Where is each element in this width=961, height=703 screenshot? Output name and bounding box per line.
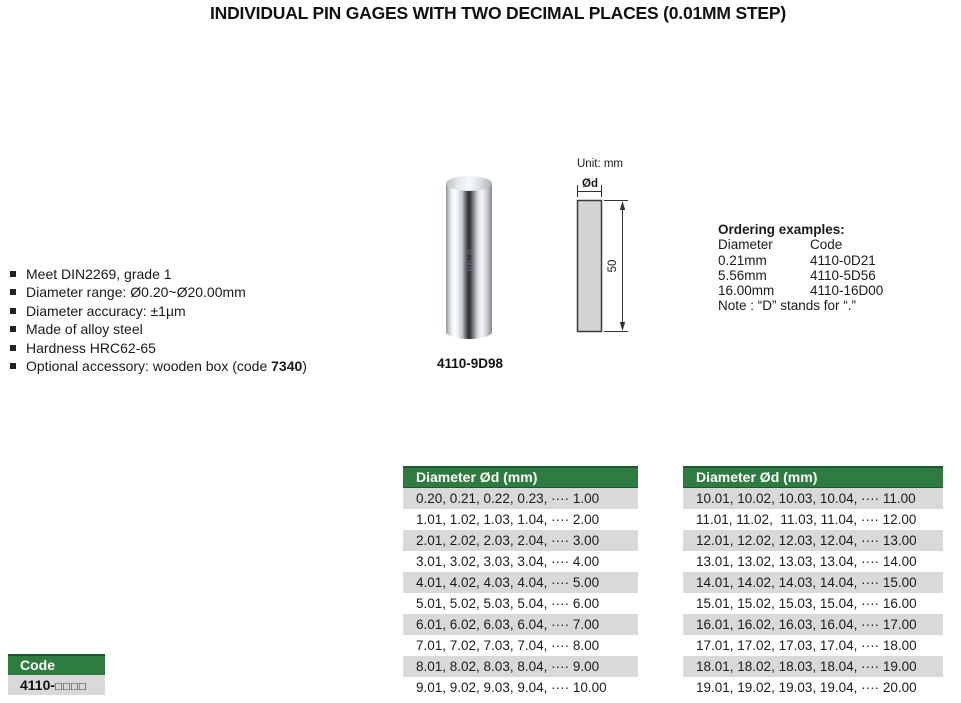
ordering-code: 4110-16D00 [810,283,884,299]
table-row: 16.01, 16.02, 16.03, 16.04, ···· 17.00 [683,614,943,635]
feature-text-suffix: ) [302,358,307,375]
pin-body [446,183,492,339]
table-row: 2.01, 2.02, 2.03, 2.04, ···· 3.00 [403,530,638,551]
ordering-col-code: Code [810,237,843,253]
table-row: 3.01, 3.02, 3.03, 3.04, ···· 4.00 [403,551,638,572]
dimension-drawing [566,153,644,341]
feature-item [8,265,368,283]
diameter-table-left [403,466,638,698]
arrow-up-icon [620,201,625,210]
square-bullet-icon [10,289,16,295]
feature-item [8,302,368,320]
diameter-table-right [683,466,943,698]
feature-item [8,320,368,338]
table-row: 9.01, 9.02, 9.03, 9.04, ···· 10.00 [403,677,638,698]
ordering-row [718,283,948,298]
square-bullet-icon [10,345,16,351]
feature-text: Diameter range: Ø0.20~Ø20.00mm [26,284,246,301]
pin-engraving: 9.98 [463,249,475,273]
pin-outline-rect [578,201,602,332]
feature-text: Hardness HRC62-65 [26,339,156,356]
table-row: 10.01, 10.02, 10.03, 10.04, ···· 11.00 [683,488,943,509]
ordering-diameter: 5.56mm [718,267,767,283]
table-row: 8.01, 8.02, 8.03, 8.04, ···· 9.00 [403,656,638,677]
ordering-diameter: 16.00mm [718,283,775,299]
ordering-examples [718,222,948,314]
code-box-header: Code [8,654,105,675]
ordering-row [718,268,948,283]
feature-list [8,265,368,375]
table-header: Diameter Ød (mm) [683,466,943,488]
ordering-code: 4110-0D21 [810,252,876,268]
square-bullet-icon [10,326,16,332]
feature-text-prefix: Optional accessory: wooden box (code [26,358,272,375]
ordering-row [718,253,948,268]
feature-text: Made of alloy steel [26,321,143,338]
code-prefix: 4110- [20,677,56,693]
ordering-note: Note : “D” stands for “.” [718,298,857,314]
table-row: 17.01, 17.02, 17.03, 17.04, ···· 18.00 [683,635,943,656]
ordering-column-headers [718,237,948,252]
length-dim-label: 50 [607,259,619,273]
pin-model-label: 4110-9D98 [436,356,504,371]
square-bullet-icon [10,363,16,369]
diameter-dim-label: Ød [582,178,598,190]
feature-item [8,283,368,301]
code-box-value [8,675,105,695]
table-row: 19.01, 19.02, 19.03, 19.04, ···· 20.00 [683,677,943,698]
table-header: Diameter Ød (mm) [403,466,638,488]
table-row: 14.01, 14.02, 14.03, 14.04, ···· 15.00 [683,572,943,593]
table-row: 7.01, 7.02, 7.03, 7.04, ···· 8.00 [403,635,638,656]
accessory-code: 7340 [271,358,303,375]
table-row: 5.01, 5.02, 5.03, 5.04, ···· 6.00 [403,593,638,614]
arrow-down-icon [620,322,625,331]
page-title: INDIVIDUAL PIN GAGES WITH TWO DECIMAL PLACES (0.01MM STEP) [210,3,786,23]
feature-item [8,357,368,375]
code-box [8,654,105,695]
table-row: 11.01, 11.02, 11.03, 11.04, ···· 12.00 [683,509,943,530]
pin-top-cap [446,176,492,191]
table-row: 12.01, 12.02, 12.03, 12.04, ···· 13.00 [683,530,943,551]
table-row: 4.01, 4.02, 4.03, 4.04, ···· 5.00 [403,572,638,593]
feature-text: Meet DIN2269, grade 1 [26,266,172,282]
ordering-heading: Ordering examples: [718,222,845,237]
code-placeholder-boxes: □□□□ [55,681,87,693]
ordering-code: 4110-5D56 [810,267,876,283]
feature-item [8,339,368,357]
table-row: 13.01, 13.02, 13.03, 13.04, ···· 14.00 [683,551,943,572]
ordering-diameter: 0.21mm [718,252,767,268]
unit-label: Unit: mm [577,158,623,170]
feature-text: Diameter accuracy: ±1µm [26,302,186,319]
table-row: 15.01, 15.02, 15.03, 15.04, ···· 16.00 [683,593,943,614]
ordering-col-diameter: Diameter [718,237,773,253]
table-row: 0.20, 0.21, 0.22, 0.23, ···· 1.00 [403,488,638,509]
square-bullet-icon [10,308,16,314]
feature-text [26,357,307,375]
table-row: 6.01, 6.02, 6.03, 6.04, ···· 7.00 [403,614,638,635]
table-row: 18.01, 18.02, 18.03, 18.04, ···· 19.00 [683,656,943,677]
pin-gage-photo [446,176,492,339]
table-row: 1.01, 1.02, 1.03, 1.04, ···· 2.00 [403,509,638,530]
square-bullet-icon [10,271,16,277]
